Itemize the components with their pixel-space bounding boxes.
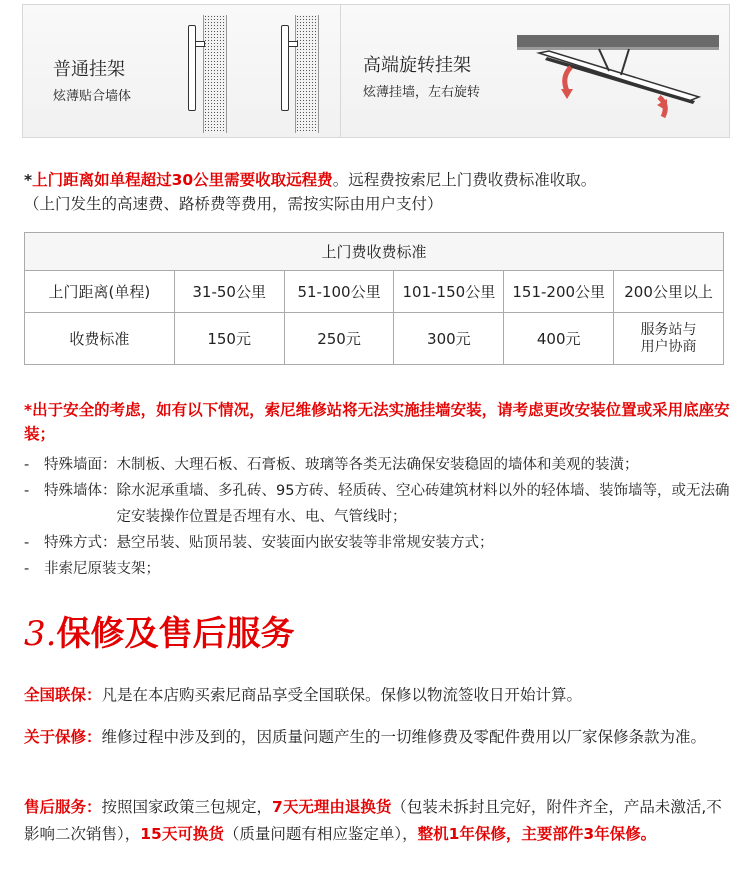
fee-table — [24, 232, 724, 365]
list-text: 悬空吊装、贴顶吊装、安装面内嵌安装等非常规安装方式； — [116, 535, 494, 551]
section-title-text: 保修及售后服务 — [56, 614, 295, 654]
distance-cell-2: 51-100公里 — [284, 271, 394, 313]
list-dash: - — [24, 535, 30, 551]
list-label: 特殊墙体： — [44, 483, 117, 499]
notice-star: * — [24, 171, 33, 189]
fee-cell-3: 300元 — [394, 313, 504, 365]
conditions-list — [24, 452, 736, 582]
national-warranty-paragraph — [24, 682, 730, 709]
national-warranty-text: 凡是在本店购买索尼商品享受全国联保。保修以物流签收日开始计算。 — [101, 686, 583, 704]
fee-table-title: 上门费收费标准 — [25, 233, 724, 271]
about-warranty-label: 关于保修： — [24, 728, 102, 746]
national-warranty-label: 全国联保： — [24, 686, 102, 704]
distance-cell-5: 200公里以上 — [614, 271, 724, 313]
about-warranty-text: 维修过程中涉及到的，因质量问题产生的一切维修费及零配件费用以厂家保修条款为准。 — [101, 728, 707, 746]
list-text: 除水泥承重墙、多孔砖、95方砖、轻质砖、空心砖建筑材料以外的轻体墙、装饰墙等，或无法确定安装操作位置是否埋有水、电、气管线时； — [116, 483, 730, 525]
table-row — [25, 313, 724, 365]
bracket-illustration-2 — [281, 25, 289, 111]
table-row — [25, 271, 724, 313]
list-dash: - — [24, 483, 30, 499]
wall-illustration-2 — [295, 15, 319, 133]
standard-bracket-subtitle: 炫薄贴合墙体 — [53, 89, 132, 104]
after-sales-red-1: 7天无理由退换货 — [272, 798, 392, 816]
fee-table-header-row — [25, 233, 724, 271]
rotating-bracket-title: 高端旋转挂架 — [363, 55, 471, 76]
safety-warning: *出于安全的考虑，如有以下情况，索尼维修站将无法实施挂墙安装，请考虑更改安装位置或采用底座安装； — [24, 401, 730, 443]
after-sales-paragraph — [24, 794, 730, 848]
bracket-arm-illustration — [195, 41, 205, 47]
after-sales-text-1: 按照国家政策三包规定， — [101, 798, 273, 816]
standard-bracket-title: 普通挂架 — [53, 59, 125, 80]
after-sales-red-3: 整机1年保修，主要部件3年保修。 — [417, 825, 657, 843]
list-item — [24, 530, 736, 556]
about-warranty-paragraph — [24, 724, 730, 751]
distance-cell-3: 101-150公里 — [394, 271, 504, 313]
list-item — [24, 478, 736, 530]
remote-fee-notice-line2: （上门发生的高速费、路桥费等费用，需按实际由用户支付） — [24, 195, 443, 213]
fee-cell-5 — [614, 313, 724, 365]
list-text: 木制板、大理石板、石膏板、玻璃等各类无法确保安装稳固的墙体和美观的装潢； — [116, 457, 639, 473]
distance-label-cell: 上门距离(单程) — [25, 271, 175, 313]
remote-fee-notice-line1 — [24, 168, 596, 192]
list-item — [24, 452, 736, 478]
section-title — [24, 606, 294, 655]
fee-label-cell: 收费标准 — [25, 313, 175, 365]
after-sales-text-2: （包装未拆封且完好，附件齐全，产品未激活,不影响二次销售）， — [24, 798, 722, 843]
wall-illustration — [203, 15, 227, 133]
rotating-bracket-card — [340, 4, 730, 138]
fee-cell-5-line2: 用户协商 — [640, 338, 697, 355]
fee-cell-5-line1: 服务站与 — [640, 321, 697, 338]
fee-cell-1: 150元 — [174, 313, 284, 365]
after-sales-label: 售后服务： — [24, 798, 102, 816]
list-text: 非索尼原装支架； — [44, 561, 160, 577]
list-label: 特殊方式： — [44, 535, 117, 551]
bracket-illustration — [188, 25, 196, 111]
list-label: 特殊墙面： — [44, 457, 117, 473]
bracket-arm-illustration-2 — [288, 41, 298, 47]
remote-fee-notice — [24, 168, 596, 216]
list-dash: - — [24, 561, 30, 577]
fee-cell-2: 250元 — [284, 313, 394, 365]
notice-black-text: 。远程费按索尼上门费收费标准收取。 — [332, 171, 597, 189]
section-number: 3. — [24, 614, 57, 654]
distance-cell-1: 31-50公里 — [174, 271, 284, 313]
standard-bracket-card — [22, 4, 342, 138]
list-dash: - — [24, 457, 30, 473]
notice-red-text: 上门距离如单程超过30公里需要收取远程费 — [32, 171, 333, 189]
after-sales-text-3: （质量问题有相应鉴定单）， — [223, 825, 418, 843]
list-item — [24, 556, 736, 582]
fee-cell-4: 400元 — [504, 313, 614, 365]
after-sales-red-2: 15天可换货 — [140, 825, 224, 843]
rotating-bracket-illustration — [509, 5, 729, 135]
rotating-bracket-subtitle: 炫薄挂墙，左右旋转 — [363, 85, 481, 100]
distance-cell-4: 151-200公里 — [504, 271, 614, 313]
